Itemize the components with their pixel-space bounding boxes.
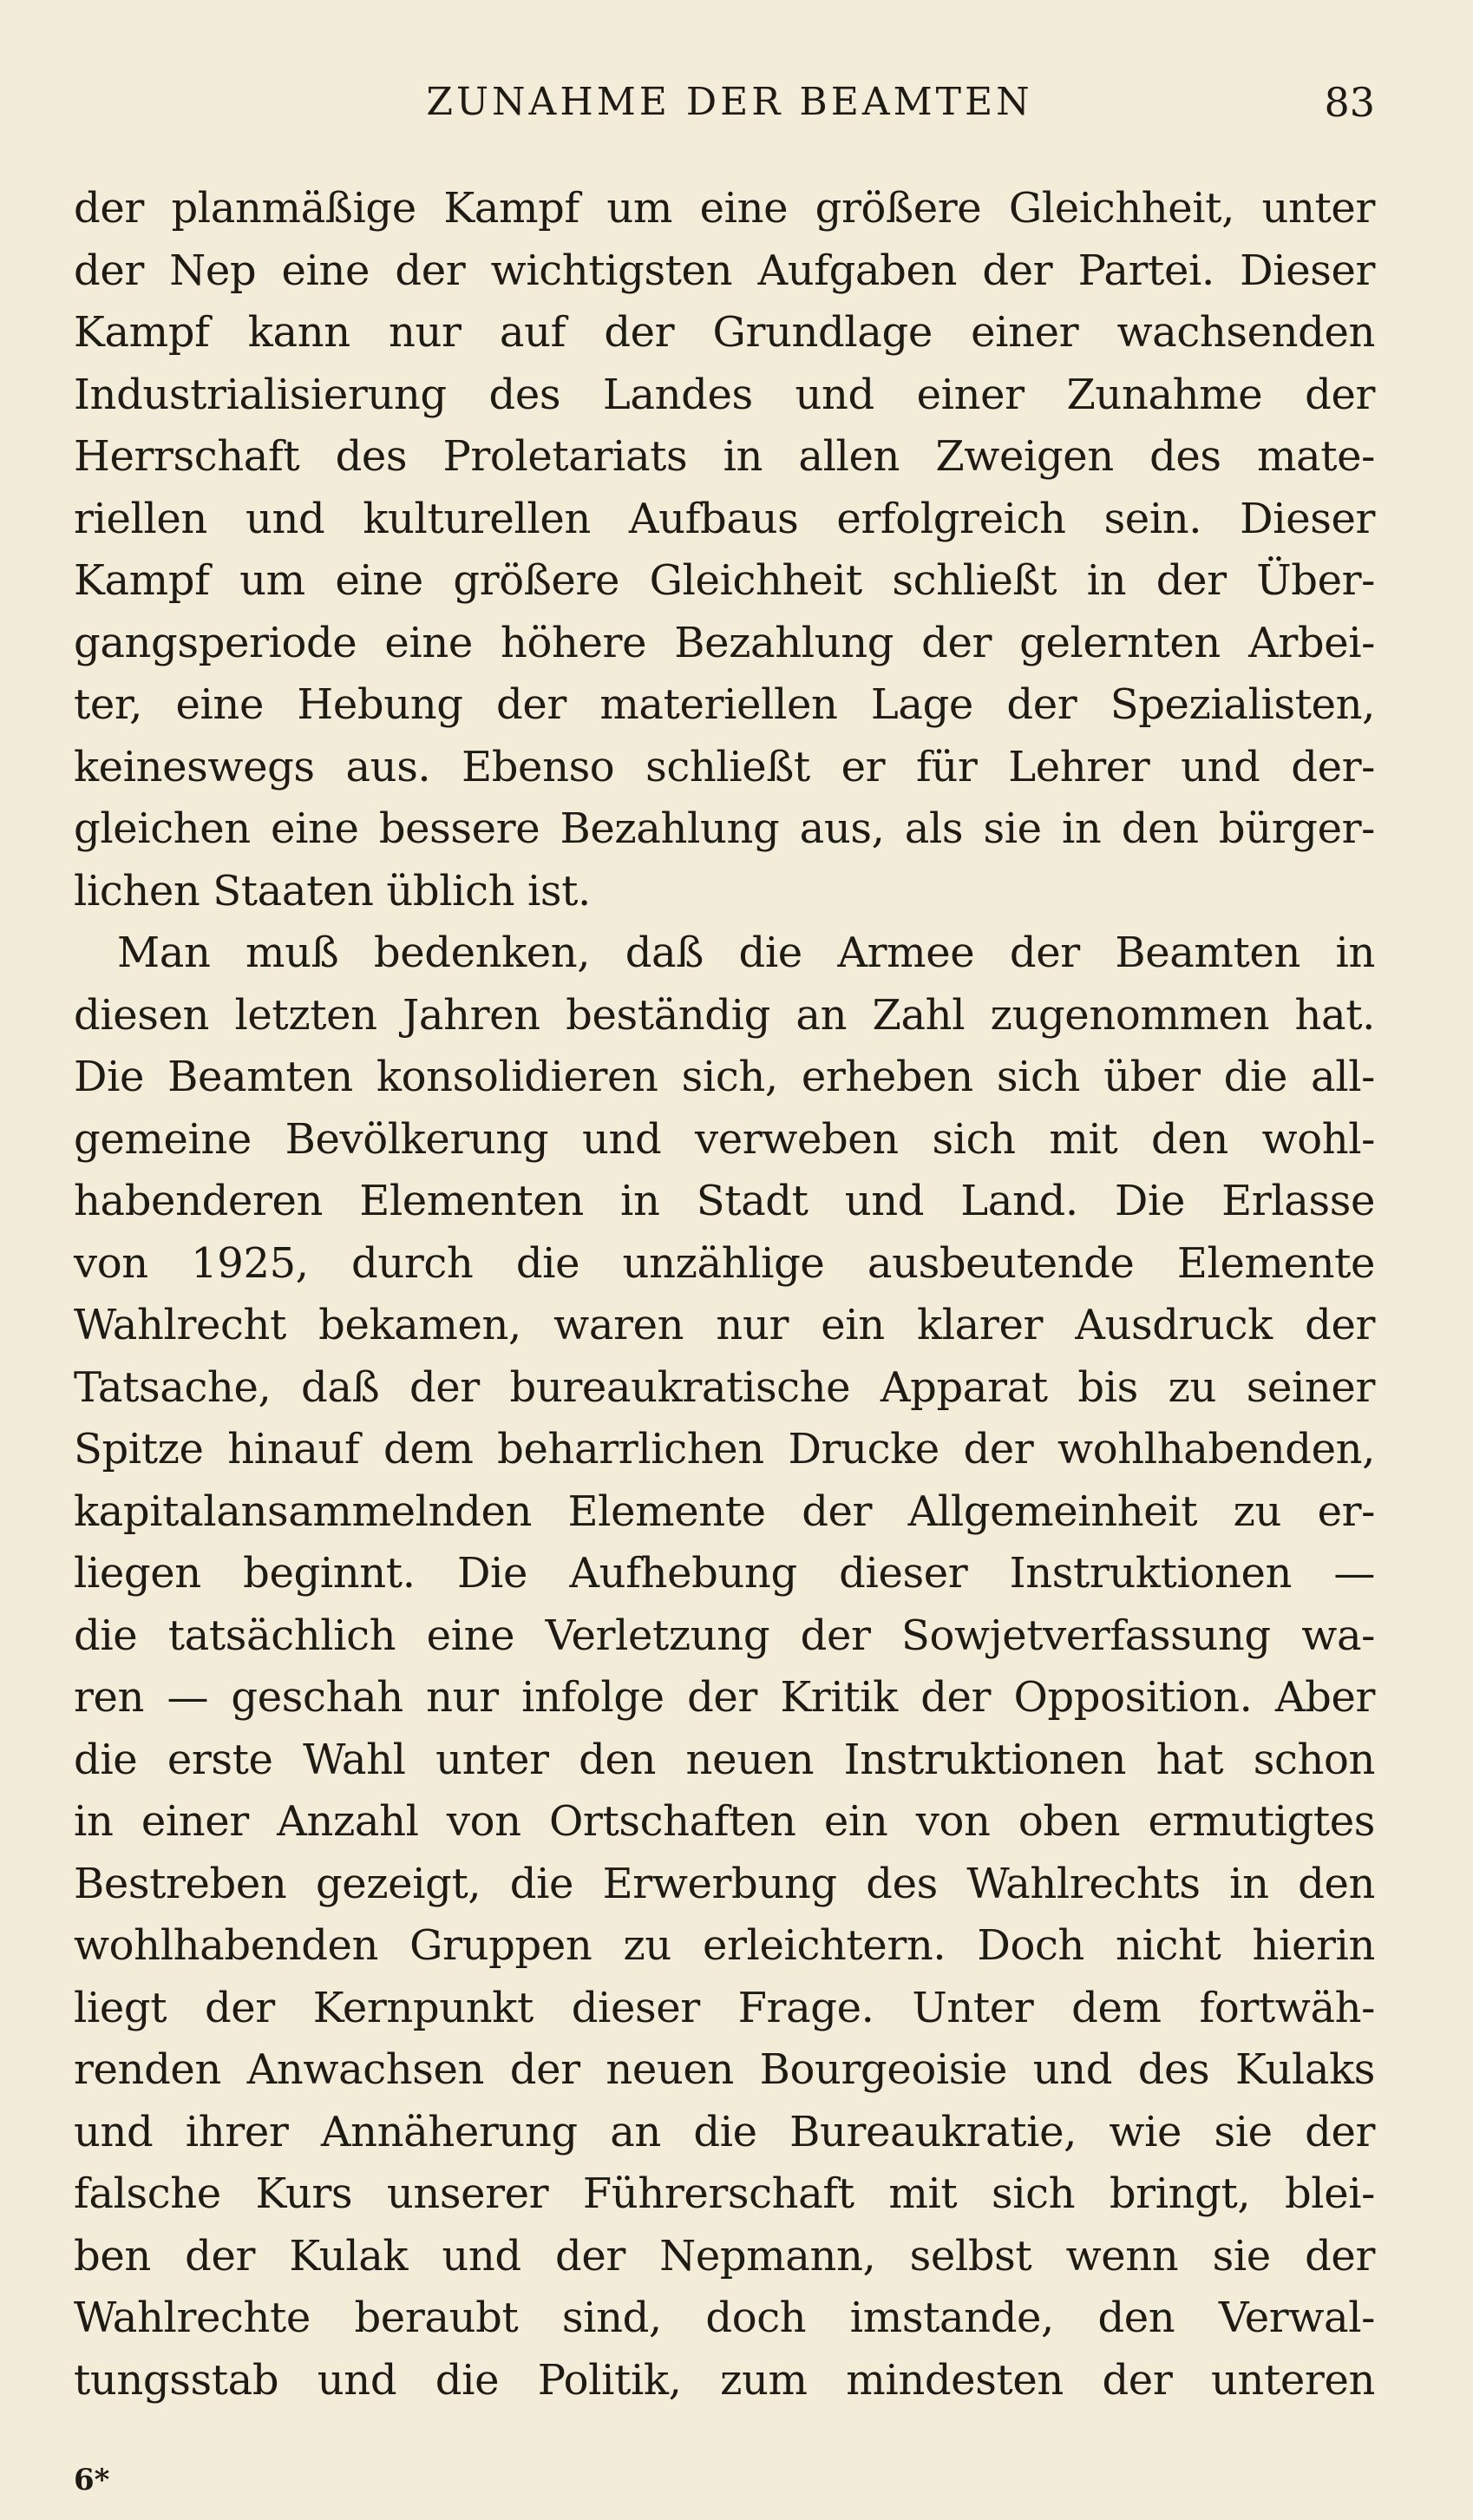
signature-mark: 6*	[74, 2463, 110, 2497]
text-line: Kampf um eine größere Gleichheit schließt in der Über-	[74, 556, 1375, 605]
text-line: gangsperiode eine höhere Bezahlung der gelernten Arbei-	[74, 618, 1375, 667]
text-line: Man muß bedenken, daß die Armee der Beamten in	[117, 929, 1375, 977]
text-line: die erste Wahl unter den neuen Instruktionen hat schon	[74, 1735, 1375, 1784]
text-line: diesen letzten Jahren beständig an Zahl zugenommen hat.	[74, 990, 1375, 1040]
text-line: Bestreben gezeigt, die Erwerbung des Wahlrechts in den	[74, 1859, 1375, 1908]
running-title: ZUNAHME DER BEAMTEN	[426, 80, 1033, 124]
paragraph	[74, 178, 1375, 922]
running-head	[74, 76, 1385, 128]
text-line: keineswegs aus. Ebenso schließt er für Lehrer und der-	[74, 742, 1375, 791]
text-line: der Nep eine der wichtigsten Aufgaben der Partei. Dieser	[74, 246, 1375, 295]
body-text	[74, 178, 1375, 2412]
text-line: tungsstab und die Politik, zum mindesten der unteren	[74, 2355, 1375, 2405]
text-line: Wahlrechte beraubt sind, doch imstande, den Verwal-	[74, 2294, 1375, 2342]
text-line: ter, eine Hebung der materiellen Lage der Spezialisten,	[74, 680, 1375, 729]
text-line: falsche Kurs unserer Führerschaft mit sich bringt, blei-	[74, 2169, 1375, 2218]
text-line: die tatsächlich eine Verletzung der Sowjetverfassung wa-	[74, 1611, 1375, 1660]
text-line: Wahlrecht bekamen, waren nur ein klarer Ausdruck der	[74, 1301, 1375, 1349]
text-line: lichen Staaten üblich ist.	[74, 866, 591, 915]
text-line: ren — geschah nur infolge der Kritik der Opposition. Aber	[74, 1673, 1375, 1722]
text-line: liegen beginnt. Die Aufhebung dieser Instruktionen —	[74, 1549, 1375, 1598]
paragraph	[74, 922, 1375, 2412]
text-line: Herrschaft des Proletariats in allen Zweigen des mate-	[74, 432, 1375, 481]
text-line: Die Beamten konsolidieren sich, erheben sich über die all-	[74, 1053, 1375, 1101]
text-line: wohlhabenden Gruppen zu erleichtern. Doch nicht hierin	[74, 1921, 1375, 1970]
text-line: ben der Kulak und der Nepmann, selbst wenn sie der	[74, 2231, 1375, 2280]
text-line: renden Anwachsen der neuen Bourgeoisie und des Kulaks	[74, 2045, 1375, 2094]
text-line: und ihrer Annäherung an die Bureaukratie, wie sie der	[74, 2107, 1375, 2156]
text-line: liegt der Kernpunkt dieser Frage. Unter dem fortwäh-	[74, 1983, 1375, 2032]
text-line: in einer Anzahl von Ortschaften ein von oben ermutigtes	[74, 1797, 1375, 1846]
text-line: gemeine Bevölkerung und verweben sich mit den wohl-	[74, 1114, 1375, 1164]
page-number: 83	[1324, 79, 1375, 126]
text-line: habenderen Elementen in Stadt und Land. Die Erlasse	[74, 1177, 1375, 1225]
text-line: der planmäßige Kampf um eine größere Gleichheit, unter	[74, 184, 1375, 233]
text-line: gleichen eine bessere Bezahlung aus, als sie in den bürger-	[74, 804, 1375, 853]
text-line: Industrialisierung des Landes und einer Zunahme der	[74, 370, 1375, 419]
text-line: Tatsache, daß der bureaukratische Apparat bis zu seiner	[74, 1362, 1375, 1412]
text-line: riellen und kulturellen Aufbaus erfolgreich sein. Dieser	[74, 494, 1375, 543]
text-line: Spitze hinauf dem beharrlichen Drucke der wohlhabenden,	[74, 1425, 1375, 1473]
text-line: kapitalansammelnden Elemente der Allgemeinheit zu er-	[74, 1486, 1375, 1536]
text-line: Kampf kann nur auf der Grundlage einer wachsenden	[74, 308, 1375, 357]
text-line: von 1925, durch die unzählige ausbeutende Elemente	[74, 1238, 1375, 1288]
